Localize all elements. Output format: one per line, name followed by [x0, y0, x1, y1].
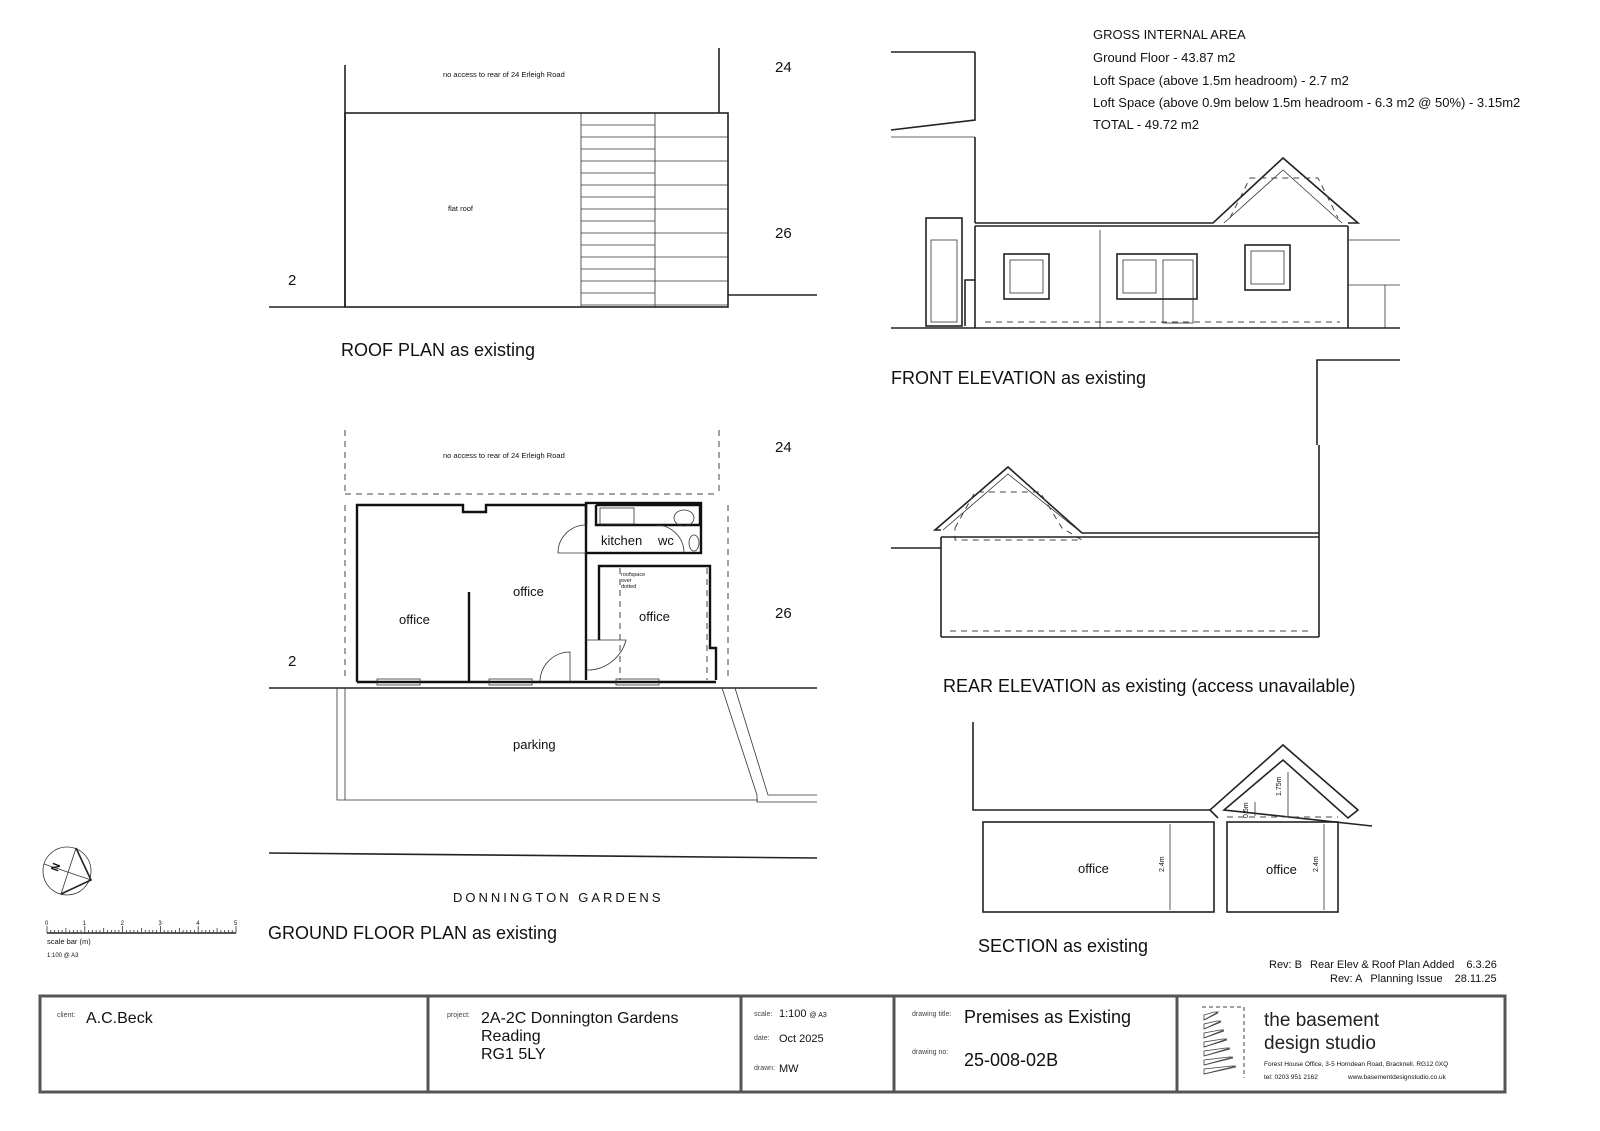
window-door: [1117, 254, 1197, 299]
house-number-26: 26: [775, 605, 792, 622]
section-title: SECTION as existing: [978, 936, 1149, 956]
studio-website: www.basementdesignstudio.co.uk: [1348, 1074, 1446, 1081]
dimension-label: 2.4m: [1159, 856, 1166, 872]
section: [973, 722, 1372, 956]
rear-access-note-ground: no access to rear of 24 Erleigh Road: [443, 451, 565, 460]
scale-bar-tick-label: 5: [234, 921, 238, 927]
studio-logo-icon: [1202, 1007, 1244, 1078]
svg-text:N: N: [49, 861, 64, 874]
roof-plan: [269, 48, 817, 360]
wc-basin-icon: [689, 535, 699, 551]
project-line: RG1 5LY: [481, 1046, 546, 1063]
rear-elevation-title: REAR ELEVATION as existing (access unavailable): [943, 676, 1356, 696]
rear-elevation: [891, 360, 1400, 696]
drawing-number: 25-008-02B: [964, 1050, 1059, 1070]
title-block: [40, 996, 1505, 1092]
scale-bar-tick-label: 2: [120, 921, 124, 927]
studio-name-line2: design studio: [1264, 1033, 1376, 1054]
studio-name-line1: the basement: [1264, 1010, 1380, 1031]
drawing-title: Premises as Existing: [964, 1007, 1132, 1027]
roofspace-note: dotted: [621, 584, 637, 590]
gia-total: TOTAL - 49.72 m2: [1093, 117, 1199, 132]
ground-floor-plan: [268, 430, 817, 943]
window: [1245, 245, 1290, 290]
rear-access-note: no access to rear of 24 Erleigh Road: [443, 70, 565, 79]
drawing-no-label: drawing no:: [912, 1049, 949, 1056]
north-arrow-icon: [43, 847, 91, 895]
revision-b: Rev: B Rear Elev & Roof Plan Added 6.3.26: [1269, 959, 1497, 971]
house-number-2: 2: [288, 272, 297, 289]
house-number-24: 24: [775, 439, 792, 456]
client-name: A.C.Beck: [86, 1010, 153, 1027]
window: [1004, 254, 1049, 299]
project-line: 2A-2C Donnington Gardens: [481, 1010, 679, 1027]
project-line: Reading: [481, 1028, 541, 1045]
scale-label: scale:: [754, 1011, 773, 1018]
wc-toilet-icon: [674, 510, 694, 526]
roof-boarding: [581, 125, 728, 305]
room-label-office-3: office: [639, 609, 670, 624]
section-room-office-1: office: [1078, 861, 1109, 876]
revisions: [1269, 959, 1497, 985]
project-label: project:: [447, 1012, 470, 1019]
drawn-value: MW: [779, 1063, 799, 1075]
scale-bar-label: scale bar (m): [47, 937, 91, 946]
date-label: date:: [754, 1035, 770, 1042]
client-label: client:: [57, 1012, 76, 1019]
revision-a: Rev: A Planning Issue 28.11.25: [1330, 973, 1497, 985]
gia-line: Loft Space (above 0.9m below 1.5m headroom - 6.3 m2 @ 50%) - 3.15m2: [1093, 95, 1521, 110]
room-label-kitchen: kitchen: [601, 533, 643, 548]
scale-value: 1:100 @ A3: [779, 1008, 827, 1020]
scale-bar-tick-label: 4: [196, 921, 200, 927]
front-elevation-title: FRONT ELEVATION as existing: [891, 368, 1147, 388]
house-number-24: 24: [775, 59, 792, 76]
drawing-title-label: drawing title:: [912, 1011, 952, 1018]
room-label-office-2: office: [513, 584, 544, 599]
dimension-label: 1.75m: [1276, 776, 1283, 796]
kitchen-sink-icon: [600, 508, 634, 524]
scale-bar-tick-label: 3: [158, 921, 162, 927]
gross-internal-area: [1093, 27, 1520, 132]
roof-plan-title: ROOF PLAN as existing: [341, 340, 536, 360]
room-label-office-1: office: [399, 612, 430, 627]
room-label-wc: wc: [658, 533, 674, 548]
gia-heading: GROSS INTERNAL AREA: [1093, 27, 1246, 42]
dimension-label: 2.4m: [1313, 856, 1320, 872]
scale-bar-tick-label: 1: [82, 921, 87, 927]
ground-floor-plan-title: GROUND FLOOR PLAN as existing: [268, 923, 558, 943]
room-label-parking: parking: [513, 737, 556, 752]
roofspace-note: roofspace: [621, 572, 646, 578]
house-number-26: 26: [775, 225, 792, 242]
section-room-office-2: office: [1266, 862, 1297, 877]
drawn-label: drawn:: [754, 1065, 776, 1072]
street-name: DONNINGTON GARDENS: [453, 890, 664, 905]
scale-bar: [45, 921, 238, 959]
studio-tel: tel: 0203 951 2162: [1264, 1074, 1318, 1081]
gia-line: Loft Space (above 1.5m headroom) - 2.7 m2: [1093, 73, 1349, 88]
studio-address: Forest House Office, 3-5 Horndean Road, Bracknell. RG12 0XQ: [1264, 1061, 1449, 1068]
roofspace-note: over: [621, 578, 632, 584]
scale-note: 1:100 @ A3: [47, 953, 79, 959]
flat-roof-label: flat roof: [448, 204, 474, 213]
scale-bar-tick-label: 0: [45, 921, 49, 927]
house-number-2: 2: [288, 653, 297, 670]
date-value: Oct 2025: [779, 1033, 824, 1045]
gia-line: Ground Floor - 43.87 m2: [1093, 50, 1236, 65]
dimension-label: 0.5m: [1243, 802, 1250, 818]
